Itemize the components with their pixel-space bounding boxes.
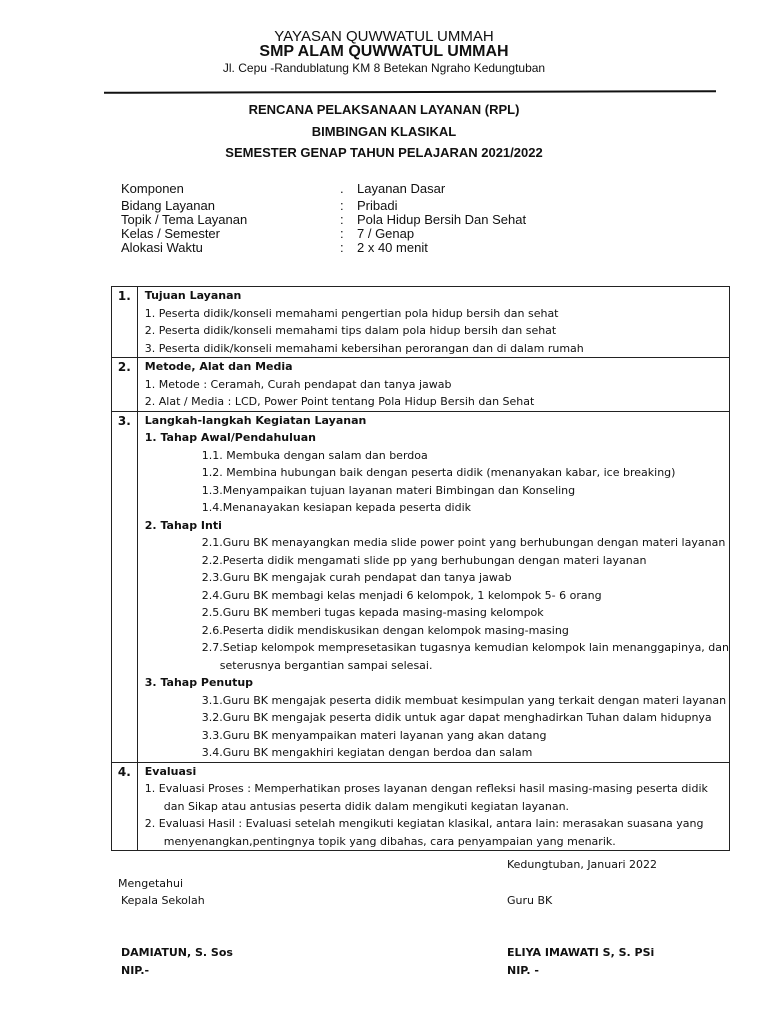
rpl-table — [111, 286, 730, 851]
info-label: Bidang Layanan — [121, 198, 215, 213]
counselor-name: ELIYA IMAWATI S, S. PSi — [507, 946, 655, 959]
place-date: Kedungtuban, Januari 2022 — [507, 858, 658, 871]
info-value: Pola Hidup Bersih Dan Sehat — [357, 212, 527, 227]
info-colon: : — [340, 226, 344, 241]
document-semester: SEMESTER GENAP TAHUN PELAJARAN 2021/2022 — [225, 145, 543, 160]
list-item: 1. Metode : Ceramah, Curah pendapat dan tanya jawab — [144, 377, 452, 391]
info-label: Topik / Tema Layanan — [121, 212, 248, 227]
list-item: 2.2.Peserta didik mengamati slide pp yang berhubungan dengan materi layanan — [201, 553, 647, 567]
list-item: 2. Peserta didik/konseli memahami tips dalam pola hidup bersih dan sehat — [144, 324, 557, 337]
info-colon: : — [340, 198, 344, 213]
stage-title: 2. Tahap Inti — [144, 518, 222, 532]
section-content — [137, 762, 729, 851]
list-item: 3.2.Guru BK mengajak peserta didik untuk agar dapat menghadirkan Tuhan dalam hidupnya — [201, 711, 712, 724]
list-item-continuation: seterusnya bergantian sampai selesai. — [219, 658, 433, 672]
document-title: RENCANA PELAKSANAAN LAYANAN (RPL) — [248, 102, 520, 117]
section-content — [137, 287, 729, 358]
list-item-continuation: menyenangkan,pentingnya topik yang dibahas, cara penyampaian yang menarik. — [163, 834, 616, 848]
school-name: SMP ALAM QUWWATUL UMMAH — [259, 43, 509, 60]
list-item: 2.5.Guru BK memberi tugas kepada masing-masing kelompok — [201, 606, 544, 619]
list-item: 3. Peserta didik/konseli memahami kebersihan perorangan dan di dalam rumah — [144, 341, 584, 355]
school-address: Jl. Cepu -Randublatung KM 8 Betekan Ngraho Kedungtuban — [222, 61, 546, 75]
list-item: 1.1. Membuka dengan salam dan berdoa — [201, 448, 428, 462]
list-item: 2.4.Guru BK membagi kelas menjadi 6 kelompok, 1 kelompok 5- 6 orang — [201, 588, 602, 602]
list-item: 1.3.Menyampaikan tujuan layanan materi Bimbingan dan Konseling — [201, 483, 576, 497]
counselor-nip: NIP. - — [507, 964, 539, 977]
section-number: 1. — [112, 287, 138, 358]
letterhead-divider — [104, 90, 716, 94]
stage-title: 1. Tahap Awal/Pendahuluan — [144, 431, 316, 444]
section-title: Langkah-langkah Kegiatan Layanan — [144, 413, 367, 427]
section-row-langkah — [112, 411, 730, 762]
info-colon: . — [340, 181, 344, 196]
section-content — [137, 358, 729, 412]
list-item: 3.3.Guru BK menyampaikan materi layanan yang akan datang — [201, 728, 547, 742]
section-number: 4. — [112, 762, 138, 851]
info-value: Pribadi — [357, 198, 398, 213]
section-title: Metode, Alat dan Media — [144, 360, 293, 373]
principal-role: Kepala Sekolah — [121, 894, 205, 907]
section-row-metode — [112, 358, 730, 412]
counselor-role: Guru BK — [507, 894, 553, 907]
document-subtitle: BIMBINGAN KLASIKAL — [311, 124, 457, 139]
section-row-tujuan — [112, 287, 730, 358]
section-row-evaluasi — [112, 762, 730, 851]
list-item: 2.1.Guru BK menayangkan media slide power point yang berhubungan dengan materi layanan — [201, 536, 726, 549]
info-value: Layanan Dasar — [357, 181, 446, 196]
section-title: Tujuan Layanan — [144, 289, 242, 302]
section-content — [137, 411, 729, 762]
list-item: 1.2. Membina hubungan baik dengan peserta didik (menanyakan kabar, ice breaking) — [201, 466, 676, 479]
known-by-label: Mengetahui — [118, 877, 184, 890]
foundation-name: YAYASAN QUWWATUL UMMAH — [274, 28, 494, 45]
info-colon: : — [340, 240, 344, 255]
list-item: 1.4.Menanayakan kesiapan kepada peserta didik — [201, 501, 472, 514]
list-item: 2. Evaluasi Hasil : Evaluasi setelah mengikuti kegiatan klasikal, antara lain: merasakan suasana yang — [144, 817, 704, 830]
list-item: 3.4.Guru BK mengakhiri kegiatan dengan berdoa dan salam — [201, 746, 533, 759]
list-item: 3.1.Guru BK mengajak peserta didik membuat kesimpulan yang terkait dengan materi layanan — [201, 693, 727, 707]
list-item: 2.7.Setiap kelompok mempresetasikan tugasnya kemudian kelompok lain menanggapinya, dan — [201, 641, 729, 654]
principal-nip: NIP.- — [121, 964, 150, 977]
section-number: 2. — [112, 358, 138, 412]
list-item: 2.3.Guru BK mengajak curah pendapat dan tanya jawab — [201, 571, 512, 584]
section-title: Evaluasi — [144, 764, 197, 778]
info-value: 7 / Genap — [357, 226, 415, 241]
stage-title: 3. Tahap Penutup — [144, 676, 254, 689]
list-item: 2. Alat / Media : LCD, Power Point tentang Pola Hidup Bersih dan Sehat — [144, 395, 535, 408]
info-label: Alokasi Waktu — [121, 240, 203, 255]
principal-name: DAMIATUN, S. Sos — [121, 946, 233, 959]
list-item: 1. Peserta didik/konseli memahami pengertian pola hidup bersih dan sehat — [144, 306, 559, 320]
info-label: Komponen — [121, 181, 184, 196]
info-value: 2 x 40 menit — [357, 240, 428, 255]
list-item: 1. Evaluasi Proses : Memperhatikan proses layanan dengan refleksi hasil masing-masing peserta didik — [144, 782, 708, 795]
info-colon: : — [340, 212, 344, 227]
info-label: Kelas / Semester — [121, 226, 220, 241]
list-item: 2.6.Peserta didik mendiskusikan dengan kelompok masing-masing — [201, 623, 569, 637]
list-item-continuation: dan Sikap atau antusias peserta didik dalam mengikuti kegiatan layanan. — [163, 799, 570, 813]
section-number: 3. — [112, 411, 138, 762]
